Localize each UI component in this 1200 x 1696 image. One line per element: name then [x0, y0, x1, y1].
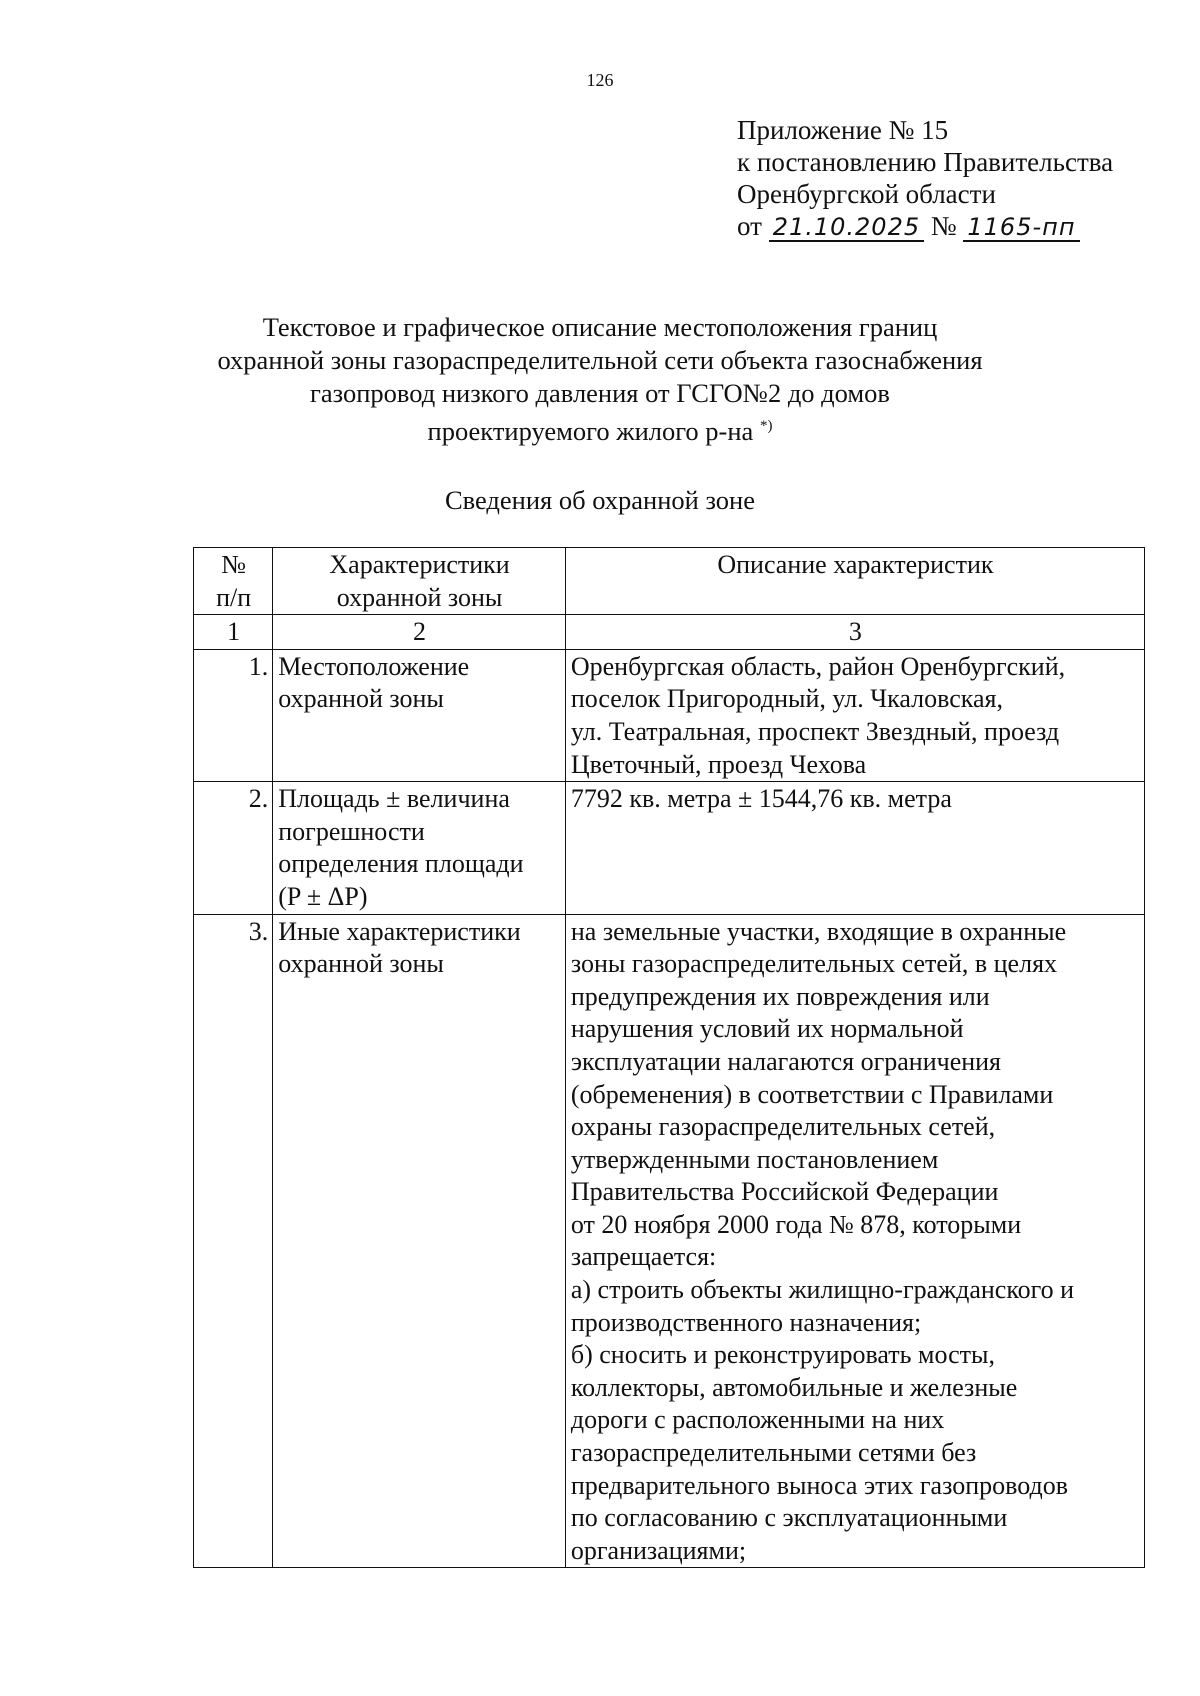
footnote-mark: *) [759, 418, 773, 434]
row-description: на земельные участки, входящие в охранные зоны газораспределительных сетей, в целях предупреждения их повреждения или нарушения условий их нормальной эксплуатации налагаются ограничения (обременения) в соответствии с Правилами охраны газораспределительных сетей, утвержденными постановлением Правительства Российской Федерации от 20 ноября 2000 года № 878, которыми запрещается: а) строить объекты жилищно-гражданского и производственного назначения; б) сносить и реконструировать мосты, коллекторы, автомобильные и железные дороги с расположенными на них газораспределительными сетями без предварительного выноса этих газопроводов по согласованию с эксплуатационными организациями; [565, 914, 1144, 1568]
row-characteristic: Площадь ± величина погрешности определения площади (P ± ΔP) [273, 782, 566, 914]
title-line-4: проектируемого жилого р-на [427, 415, 754, 446]
row-description: Оренбургская область, район Оренбургский, поселок Пригородный, ул. Чкаловская, ул. Театральная, проспект Звездный, проезд Цветочный, проезд Чехова [565, 649, 1144, 781]
appendix-title: Приложение № 15 [737, 115, 949, 145]
page-number: 126 [586, 70, 614, 90]
table-row [194, 914, 1145, 1568]
column-number-2: 2 [273, 615, 566, 650]
date-prefix: от [737, 211, 762, 241]
row-characteristic: Иные характеристики охранной зоны [273, 914, 566, 1568]
column-number-1: 1 [194, 615, 273, 650]
header-number: № п/п [194, 548, 273, 615]
row-characteristic: Местоположение охранной зоны [273, 649, 566, 781]
title-line-3: газопровод низкого давления от ГСГО№2 до домов [310, 378, 890, 408]
header-description: Описание характеристик [565, 548, 1144, 615]
section-subtitle: Сведения об охранной зоне [444, 485, 755, 515]
table-header-row [194, 548, 1145, 615]
number-prefix: № [930, 211, 957, 241]
appendix-date-line [737, 210, 1113, 242]
table-row [194, 649, 1145, 781]
document-title [120, 311, 1080, 448]
appendix-block [737, 114, 1113, 242]
row-description: 7792 кв. метра ± 1544,76 кв. метра [565, 782, 1144, 914]
row-number: 1. [194, 649, 273, 781]
table-row [194, 782, 1145, 914]
row-number: 2. [194, 782, 273, 914]
title-line-4-wrap [120, 410, 1080, 448]
title-line-2: охранной зоны газораспределительной сети объекта газоснабжения [217, 345, 983, 375]
header-characteristics: Характеристики охранной зоны [273, 548, 566, 615]
row-number: 3. [194, 914, 273, 1568]
column-number-row [194, 615, 1145, 650]
column-number-3: 3 [565, 615, 1144, 650]
handwritten-number: 1165-пп [963, 214, 1079, 242]
appendix-reference: к постановлению Правительства [737, 147, 1114, 177]
title-line-1: Текстовое и графическое описание местоположения границ [262, 312, 938, 342]
zone-info-table [193, 547, 1145, 1568]
appendix-region: Оренбургской области [737, 179, 996, 209]
handwritten-date: 21.10.2025 [769, 214, 924, 242]
